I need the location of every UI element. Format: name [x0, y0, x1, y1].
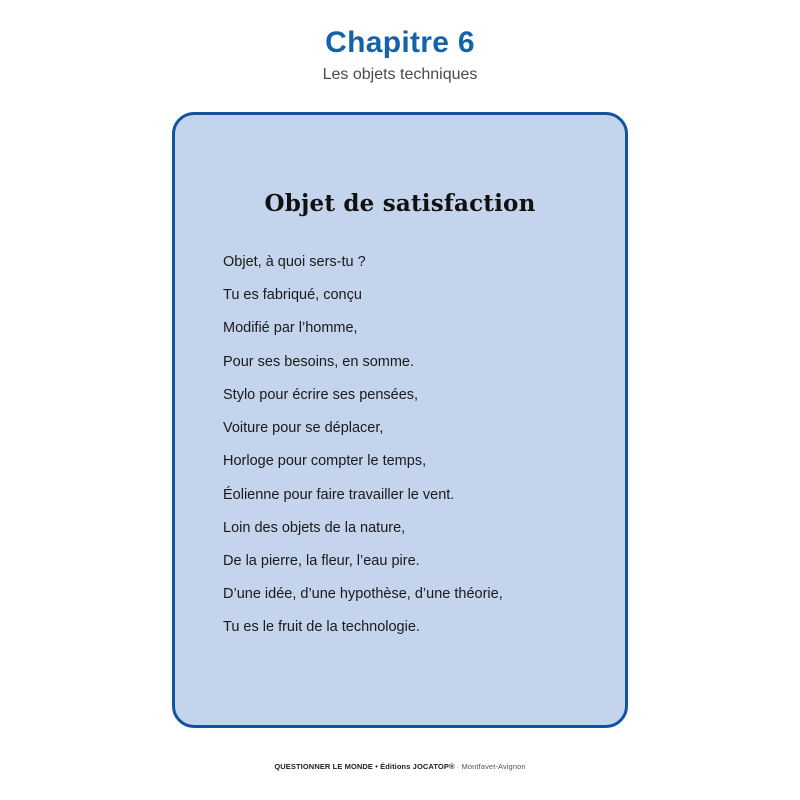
- poem-line: Horloge pour compter le temps,: [223, 453, 427, 470]
- poem-line: Modifié par l’homme,: [223, 320, 358, 337]
- poem-line: Tu es fabriqué, conçu: [223, 287, 362, 304]
- poem-line: Voiture pour se déplacer,: [223, 420, 384, 437]
- page-footer: [0, 762, 800, 771]
- footer-location: · Montfavet-Avignon: [454, 762, 526, 771]
- poem-title: Objet de satisfaction: [264, 190, 536, 217]
- poem-box: [172, 112, 628, 728]
- poem-line: D’une idée, d’une hypothèse, d’une théorie,: [223, 586, 503, 603]
- poem-line: Tu es le fruit de la technologie.: [223, 619, 420, 636]
- footer-publisher: QUESTIONNER LE MONDE • Éditions JOCATOP®: [274, 762, 455, 771]
- poem-line: Éolienne pour faire travailler le vent.: [223, 486, 455, 503]
- chapter-subtitle: Les objets techniques: [322, 66, 478, 83]
- poem-line: Objet, à quoi sers-tu ?: [223, 254, 366, 270]
- poem-line: Stylo pour écrire ses pensées,: [223, 386, 419, 403]
- poem-line: Pour ses besoins, en somme.: [223, 353, 415, 370]
- poem-line: De la pierre, la fleur, l’eau pire.: [223, 552, 420, 569]
- poem-lines: [175, 255, 625, 636]
- chapter-title: Chapitre 6: [325, 26, 475, 59]
- page-header: [0, 0, 800, 84]
- poem-line: Loin des objets de la nature,: [223, 519, 406, 536]
